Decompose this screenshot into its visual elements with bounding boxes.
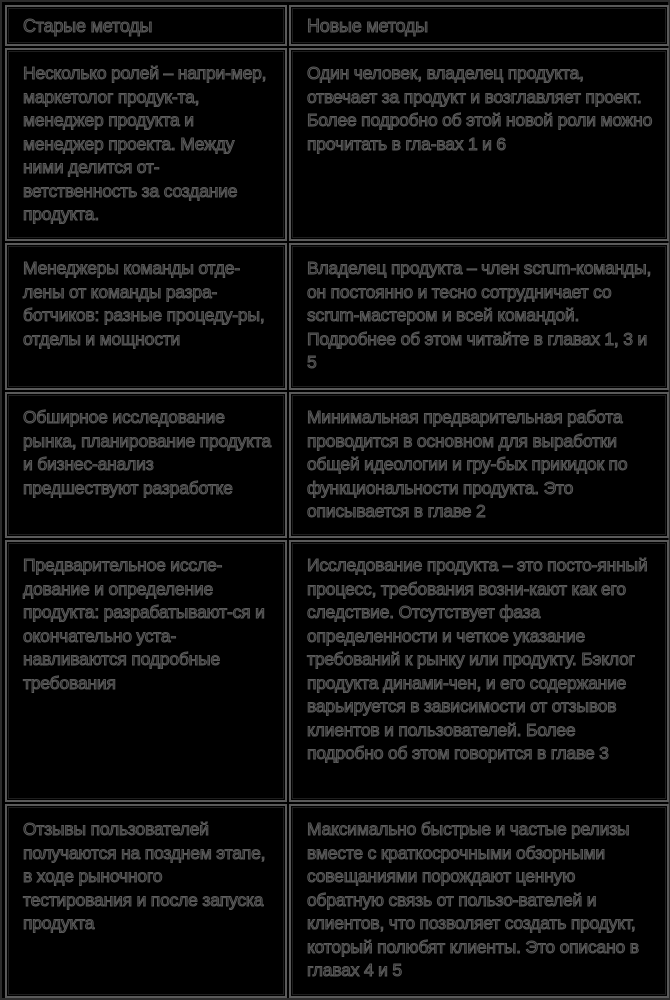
header-old-label: Старые методы [23,16,153,36]
cell-text: Несколько ролей – напри-мер, маркетолог продук-та, менеджер продукта и менеджер проекта. Между ними делится от-ветственность за создание продукта. [23,63,267,224]
cell-new-method [289,48,669,241]
cell-old-method [5,48,287,241]
cell-text: Минимальная предварительная работа проводится в основном для выработки общей идеологии и гру-бых прикидок по функциональности продукта. Это описывается в главе 2 [307,407,628,521]
cell-text: Отзывы пользователей получаются на позднем этапе, в ходе рыночного тестирования и после запуска продукта [23,819,266,933]
cell-new-method [289,804,669,998]
cell-text: Исследование продукта – это посто-янный процесс, требования возни-кают как его следствие. Отсутствует фаза определенности и четкое указание требований к рынку или продукту. Бэклог продукта динами-чен, и его содержание варьируется в зависимости от отзывов клиентов и пользователей. Более подробно об этом говорится в главе 3 [307,555,648,763]
table-row [4,803,670,999]
table-header-row [4,4,670,47]
cell-old-method [5,804,287,998]
cell-old-method [5,392,287,538]
cell-new-method [289,243,669,390]
cell-old-method [5,540,287,802]
cell-text: Обширное исследование рынка, планирование продукта и бизнес-анализ предшествуют разработке [23,407,271,498]
cell-text: Владелец продукта – член scrum-команды, он постоянно и тесно сотрудничает со scrum-мастером и всей командой. Подробнее об этом читайте в главах 1, 3 и 5 [307,258,652,372]
cell-text: Один человек, владелец продукта, отвечает за продукт и возглавляет проект. Более подробно об этой новой роли можно прочитать в гла-вах 1 и 6 [307,63,653,154]
cell-text: Максимально быстрые и частые релизы вместе с краткосрочными обзорными совещаниями порождают ценную обратную связь от пользо-вателей и клиентов, что позволяет создать продукт, который полюбят клиенты. Это описано в главах 4 и 5 [307,819,639,980]
cell-new-method [289,540,669,802]
table-row [4,242,670,391]
table-row [4,539,670,803]
header-new-label: Новые методы [307,16,429,36]
header-cell-old-methods [5,5,287,46]
table-row [4,47,670,242]
cell-old-method [5,243,287,390]
cell-new-method [289,392,669,538]
cell-text: Предварительное иссле-дование и определение продукта: разрабатывают-ся и окончательно уста-навливаются подробные требования [23,555,265,693]
table-row [4,391,670,539]
header-cell-new-methods [289,5,669,46]
cell-text: Менеджеры команды отде-лены от команды разра-ботчиков: разные процеду-ры, отделы и мощности [23,258,265,349]
